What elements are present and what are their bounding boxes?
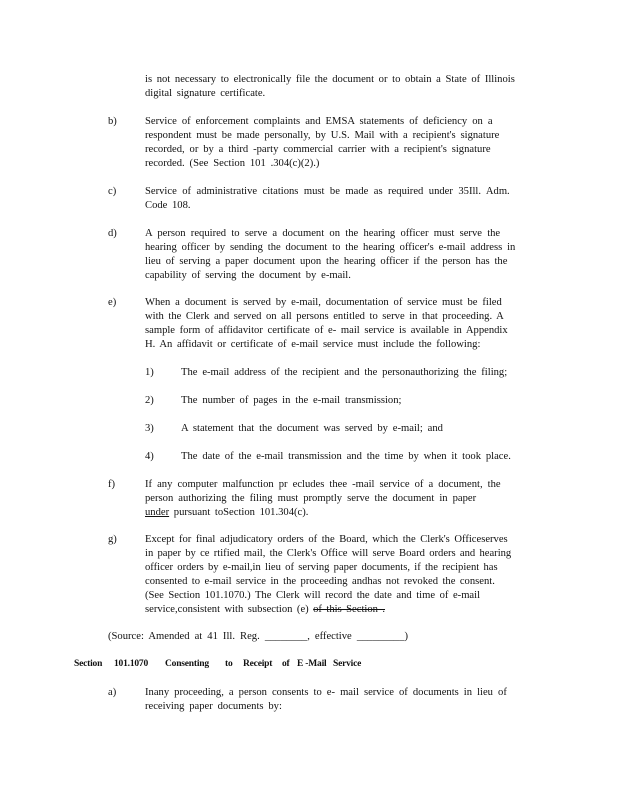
- section-title-4: of: [282, 659, 290, 669]
- item-a-line-2: receiving paper documents by:: [145, 701, 282, 712]
- item-f-line-2: person authorizing the filing must promptly serve the document in paper: [145, 493, 477, 504]
- item-g-line-3: officer orders by e-mail,in lieu of serving paper documents, if the recipient has: [145, 562, 498, 573]
- item-e-line-2: with the Clerk and served on all persons entitled to serve in that proceeding. A: [145, 311, 504, 322]
- item-b-line-3: recorded, or by a third -party commercial carrier with a recipient's signature: [145, 144, 491, 155]
- item-g-line-1: Except for final adjudicatory orders of the Board, which the Clerk's Officeserves: [145, 534, 508, 545]
- intro-line-1: is not necessary to electronically file the document or to obtain a State of Illinois: [145, 74, 515, 85]
- item-d-line-4: capability of serving the document by e-mail.: [145, 270, 351, 281]
- item-e-sub-3-label: 3): [145, 423, 154, 434]
- item-f-line-3: [145, 506, 308, 519]
- item-b-line-1: Service of enforcement complaints and EMSA statements of deficiency on a: [145, 116, 493, 127]
- item-e-sub-1-label: 1): [145, 367, 154, 378]
- item-f-line-3-rest: pursuant toSection 101.304(c).: [169, 507, 309, 518]
- item-g-line-6-start: service,consistent with subsection (e): [145, 604, 314, 615]
- source-blank-1: ________: [264, 631, 308, 642]
- section-title-2: to: [225, 659, 233, 669]
- item-c-label: c): [108, 186, 117, 197]
- underlined-word: under: [145, 507, 170, 518]
- item-d-line-2: hearing officer by sending the document to the hearing officer's e-mail address in: [145, 242, 516, 253]
- struck-text: of this Section .: [313, 604, 386, 615]
- source-text-start: (Source: Amended at 41 Ill. Reg.: [108, 631, 260, 642]
- item-d-line-3: lieu of serving a paper document upon the hearing officer if the person has the: [145, 256, 508, 267]
- item-b-line-4: recorded. (See Section 101 .304(c)(2).): [145, 158, 320, 169]
- source-text-mid: , effective: [307, 631, 352, 642]
- item-g-line-5: (See Section 101.1070.) The Clerk will record the date and time of e-mail: [145, 590, 481, 601]
- item-e-sub-4-text: The date of the e-mail transmission and the time by when it took place.: [181, 451, 511, 462]
- section-word: Section: [74, 659, 103, 669]
- item-d-label: d): [108, 228, 117, 239]
- section-title-5: E -Mail: [297, 659, 327, 669]
- item-e-line-1: When a document is served by e-mail, documentation of service must be filed: [145, 297, 502, 308]
- item-e-sub-2-text: The number of pages in the e-mail transmission;: [181, 395, 402, 406]
- item-c-line-1: Service of administrative citations must be made as required under 35Ill. Adm.: [145, 186, 510, 197]
- section-number: 101.1070: [114, 659, 149, 669]
- source-blank-2: _________: [356, 631, 405, 642]
- section-title-6: Service: [333, 659, 362, 669]
- item-e-line-4: H. An affidavit or certificate of e-mail service must include the following:: [145, 339, 481, 350]
- source-note: [108, 630, 408, 643]
- item-g-label: g): [108, 534, 117, 545]
- item-e-label: e): [108, 297, 117, 308]
- section-title-1: Consenting: [165, 659, 209, 669]
- item-e-sub-2-label: 2): [145, 395, 154, 406]
- item-a-label: a): [108, 687, 117, 698]
- item-g-line-6: [145, 603, 385, 616]
- item-b-label: b): [108, 116, 117, 127]
- source-text-end: ): [404, 631, 409, 642]
- item-e-sub-1-text: The e-mail address of the recipient and the personauthorizing the filing;: [181, 367, 508, 378]
- item-e-line-3: sample form of affidavitor certificate of e- mail service is available in Appendix: [145, 325, 508, 336]
- item-e-sub-4-label: 4): [145, 451, 154, 462]
- item-g-line-2: in paper by ce rtified mail, the Clerk's Office will serve Board orders and hearing: [145, 548, 512, 559]
- section-title-3: Receipt: [243, 659, 273, 669]
- item-f-label: f): [108, 479, 116, 490]
- intro-line-2: digital signature certificate.: [145, 88, 266, 99]
- item-a-line-1: Inany proceeding, a person consents to e- mail service of documents in lieu of: [145, 687, 507, 698]
- item-e-sub-3-text: A statement that the document was served by e-mail; and: [181, 423, 443, 434]
- item-g-line-4: consented to e-mail service in the proceeding andhas not revoked the consent.: [145, 576, 495, 587]
- item-f-line-1: If any computer malfunction pr ecludes thee -mail service of a document, the: [145, 479, 501, 490]
- item-b-line-2: respondent must be made personally, by U.S. Mail with a recipient's signature: [145, 130, 500, 141]
- item-d-line-1: A person required to serve a document on the hearing officer must serve the: [145, 228, 501, 239]
- item-c-line-2: Code 108.: [145, 200, 191, 211]
